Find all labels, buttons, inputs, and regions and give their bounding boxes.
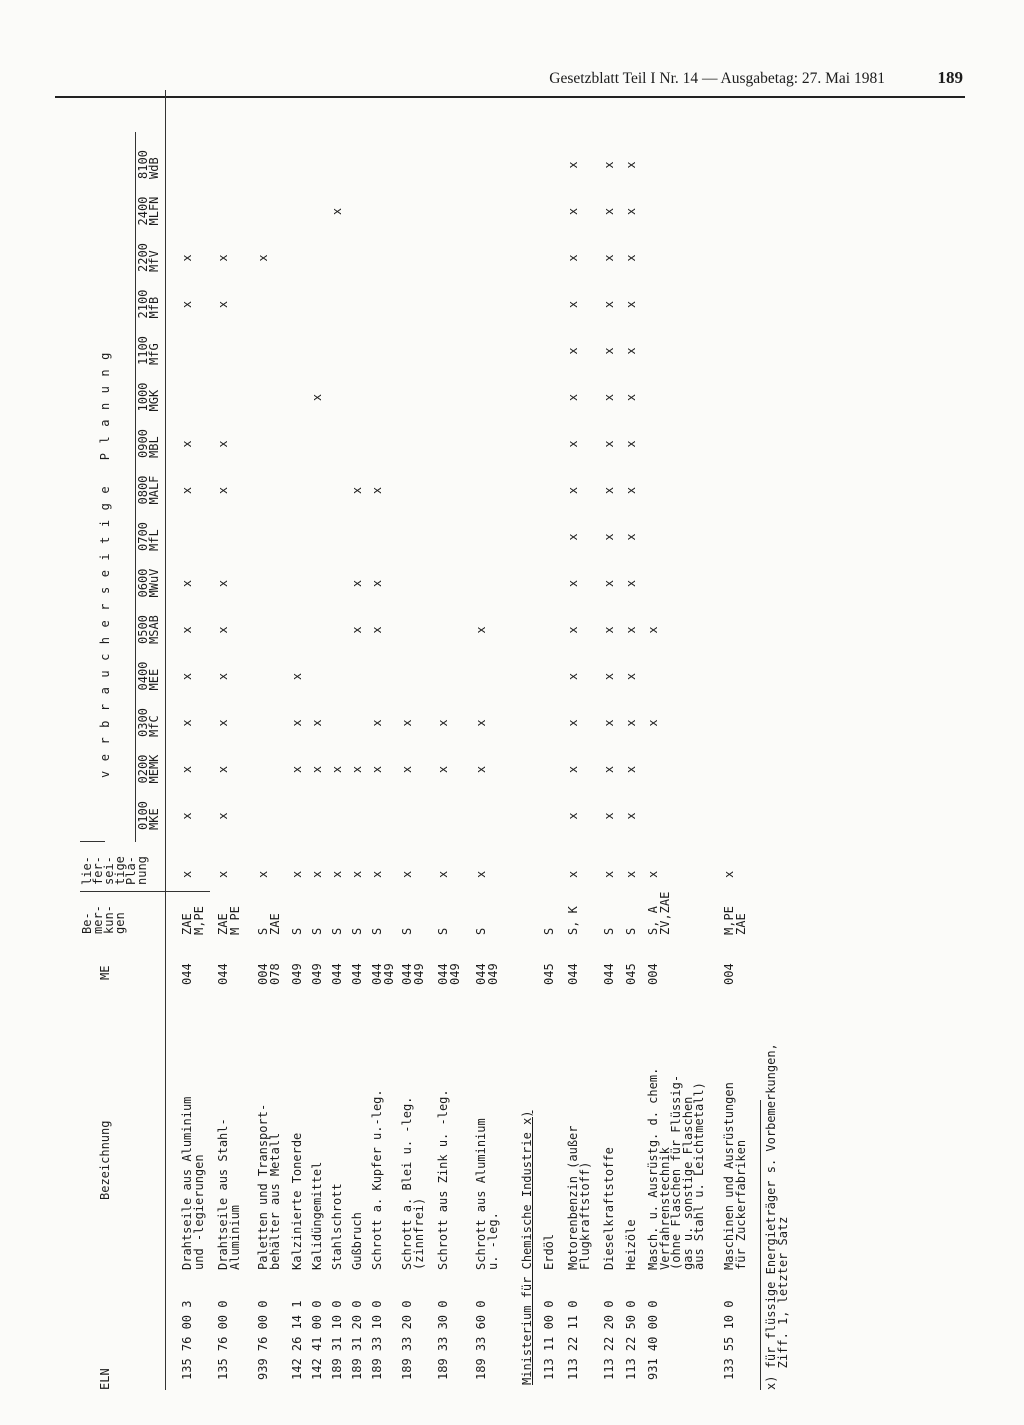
lieferseitige-cell: x (646, 870, 660, 878)
mark-x: x (646, 626, 660, 634)
eln-cell: 189 33 20 0 (400, 1300, 414, 1380)
page-header (55, 62, 965, 98)
bemerkungen-cell: S, K (566, 906, 580, 935)
bezeichnung-cell: Gußbruch (350, 1212, 364, 1270)
mark-x: x (216, 579, 230, 588)
footnote: x) für flüssige Energieträger s. Vorbemerkungen, Ziff. 1, letzter Satz (764, 1043, 790, 1390)
mark-x: x (180, 626, 194, 634)
mark-x: x (180, 812, 194, 820)
mark-x: x (310, 393, 324, 402)
col-head-0700: 0700 MfL (136, 522, 161, 551)
mark-x: x (602, 719, 616, 727)
mark-x: x (216, 254, 230, 262)
mark-x: x (602, 440, 616, 448)
mark-x: x (624, 672, 638, 681)
mark-x: x (624, 440, 638, 448)
eln-cell: 135 76 00 0 (216, 1300, 230, 1380)
mark-x: x (216, 672, 230, 681)
eln-cell: 189 33 30 0 (436, 1300, 450, 1380)
mark-x: x (602, 254, 616, 262)
mark-x: x (256, 254, 270, 262)
eln-cell: 189 31 10 0 (330, 1300, 344, 1380)
me-cell: 044 (566, 963, 580, 985)
bezeichnung-cell: Dieselkraftstoffe (602, 1147, 616, 1270)
mark-x: x (624, 812, 638, 820)
lieferseitige-cell: x (290, 870, 304, 878)
col-head-lieferseitige: lie- fer- sei- tige Pla- nung (80, 856, 149, 885)
bezeichnung-cell: Drahtseile aus Aluminium und -legierungen (180, 1096, 206, 1270)
mark-x: x (624, 579, 638, 588)
mark-x: x (566, 207, 580, 216)
mark-x: x (370, 719, 384, 727)
lieferseitige-cell: x (436, 870, 450, 878)
col-head-verbraucherseitige: verbraucherseitige Planung (98, 343, 112, 778)
me-cell: 045 (624, 963, 638, 985)
mark-x: x (216, 486, 230, 495)
lieferseitige-cell: x (180, 870, 194, 878)
me-cell: 044 (180, 963, 194, 985)
mark-x: x (566, 254, 580, 262)
bezeichnung-cell: Schrott aus Zink u. -leg. (436, 1089, 450, 1270)
mark-x: x (566, 300, 580, 309)
col-head-1100: 1100 MfG (136, 336, 161, 365)
mark-x: x (624, 719, 638, 727)
bemerkungen-cell: S (624, 927, 638, 935)
eln-cell: 133 55 10 0 (722, 1300, 736, 1380)
bemerkungen-cell: S ZAE (256, 913, 282, 935)
mark-x: x (602, 812, 616, 820)
lieferseitige-cell: x (566, 870, 580, 878)
mark-x: x (566, 393, 580, 402)
eln-cell: 189 33 10 0 (370, 1300, 384, 1380)
lieferseitige-cell: x (256, 870, 270, 878)
eln-cell: 113 11 00 0 (542, 1300, 556, 1380)
mark-x: x (602, 672, 616, 681)
me-cell: 044 049 (436, 963, 462, 985)
col-head-0900: 0900 MBL (136, 429, 161, 458)
mark-x: x (624, 254, 638, 262)
mark-x: x (624, 300, 638, 309)
mark-x: x (330, 207, 344, 216)
col-head-me: ME (98, 965, 112, 980)
me-cell: 004 078 (256, 963, 282, 985)
bezeichnung-cell: Maschinen und Ausrüstungen für Zuckerfabriken (722, 1082, 748, 1270)
page-number: 189 (937, 68, 963, 87)
bemerkungen-cell: S (474, 927, 488, 935)
me-cell: 004 (722, 963, 736, 985)
mark-x: x (180, 486, 194, 495)
mark-x: x (350, 579, 364, 588)
col-head-1000: 1000 MGK (136, 382, 161, 412)
col-head-0100: 0100 MKE (136, 801, 161, 830)
mark-x: x (624, 626, 638, 634)
mark-x: x (370, 626, 384, 634)
lieferseitige-cell: x (722, 870, 736, 878)
mark-x: x (624, 486, 638, 495)
mark-x: x (624, 207, 638, 216)
bemerkungen-cell: S (310, 927, 324, 935)
eln-cell: 142 26 14 1 (290, 1300, 304, 1380)
col-head-0600: 0600 MWuV (136, 568, 161, 598)
col-head-2200: 2200 MfV (136, 243, 161, 272)
lieferseitige-cell: x (370, 870, 384, 878)
lieferseitige-cell: x (330, 870, 344, 878)
bezeichnung-cell: Drahtseile aus Stahl- Aluminium (216, 1118, 242, 1270)
mark-x: x (624, 393, 638, 402)
mark-x: x (370, 765, 384, 774)
bezeichnung-cell: Motorenbenzin (außer Flugkraftstoff) (566, 1125, 592, 1270)
mark-x: x (216, 719, 230, 727)
mark-x: x (602, 161, 616, 169)
lieferseitige-cell: x (310, 870, 324, 878)
me-cell: 049 (310, 963, 324, 985)
mark-x: x (330, 765, 344, 774)
header-separator (80, 841, 105, 842)
bemerkungen-cell: S (542, 927, 556, 935)
bezeichnung-cell: Schrott a. Kupfer u.-leg. (370, 1089, 384, 1270)
mark-x: x (566, 672, 580, 681)
col-head-0500: 0500 MSAB (136, 615, 161, 644)
mark-x: x (400, 765, 414, 774)
mark-x: x (602, 347, 616, 355)
col-head-2100: 2100 MfB (136, 289, 161, 319)
mark-x: x (350, 486, 364, 495)
col-head-bezeichnung: Bezeichnung (98, 1120, 112, 1200)
me-cell: 049 (290, 963, 304, 985)
bemerkungen-cell: S (350, 927, 364, 935)
mark-x: x (566, 719, 580, 727)
header-bottom-rule (165, 90, 166, 1390)
col-head-0400: 0400 MEE (136, 661, 161, 691)
mark-x: x (474, 719, 488, 727)
mark-x: x (180, 765, 194, 774)
bemerkungen-cell: ZAE M,PE (180, 906, 206, 935)
mark-x: x (290, 719, 304, 727)
col-head-0800: 0800 MALF (136, 475, 161, 505)
mark-x: x (566, 440, 580, 448)
me-cell: 044 049 (370, 963, 396, 985)
me-cell: 045 (542, 963, 556, 985)
footnote-rule (760, 1100, 761, 1390)
mark-x: x (602, 300, 616, 309)
mark-x: x (474, 626, 488, 634)
col-head-0300: 0300 MfC (136, 708, 161, 737)
eln-cell: 113 22 20 0 (602, 1300, 616, 1380)
section-title-chemische-industrie: Ministerium für Chemische Industrie x) (520, 1110, 534, 1385)
header-separator (80, 891, 210, 892)
bemerkungen-cell: S (290, 927, 304, 935)
eln-cell: 135 76 00 3 (180, 1300, 194, 1380)
me-cell: 044 (330, 963, 344, 985)
mark-x: x (216, 765, 230, 774)
mark-x: x (436, 719, 450, 727)
me-cell: 004 (646, 963, 660, 985)
mark-x: x (602, 207, 616, 216)
bezeichnung-cell: Masch. u. Ausrüstg. d. chem. Verfahrenstechnik (ohne Flaschen für Flüssig- gas u. sonstige Flaschen aus Stahl u. Leichtmetall) (646, 1067, 706, 1270)
lieferseitige-cell: x (602, 870, 616, 878)
mark-x: x (602, 393, 616, 402)
lieferseitige-cell: x (350, 870, 364, 878)
mark-x: x (216, 626, 230, 634)
mark-x: x (310, 765, 324, 774)
eln-cell: 939 76 00 0 (256, 1300, 270, 1380)
me-cell: 044 (602, 963, 616, 985)
bezeichnung-cell: Erdöl (542, 1233, 556, 1270)
mark-x: x (624, 533, 638, 541)
mark-x: x (566, 812, 580, 820)
lieferseitige-cell: x (624, 870, 638, 878)
mark-x: x (310, 719, 324, 727)
me-cell: 044 (350, 963, 364, 985)
bezeichnung-cell: Stahlschrott (330, 1183, 344, 1270)
mark-x: x (602, 626, 616, 634)
bezeichnung-cell: Paletten und Transport- behälter aus Metall (256, 1103, 282, 1270)
lieferseitige-cell: x (474, 870, 488, 878)
bezeichnung-cell: Schrott aus Aluminium u. -leg. (474, 1118, 500, 1270)
bezeichnung-cell: Kalidüngemittel (310, 1161, 324, 1270)
mark-x: x (436, 765, 450, 774)
mark-x: x (566, 765, 580, 774)
mark-x: x (624, 347, 638, 355)
mark-x: x (566, 347, 580, 355)
mark-x: x (474, 765, 488, 774)
mark-x: x (290, 672, 304, 681)
mark-x: x (566, 486, 580, 495)
bemerkungen-cell: M,PE ZAE (722, 906, 748, 935)
mark-x: x (216, 812, 230, 820)
bemerkungen-cell: S (436, 927, 450, 935)
gazette-title: Gesetzblatt Teil I Nr. 14 — Ausgabetag: 27. Mai 1981 (549, 70, 885, 87)
mark-x: x (566, 579, 580, 588)
mark-x: x (350, 765, 364, 774)
mark-x: x (624, 765, 638, 774)
eln-cell: 113 22 11 0 (566, 1300, 580, 1380)
mark-x: x (180, 300, 194, 309)
mark-x: x (180, 719, 194, 727)
bezeichnung-cell: Kalzinierte Tonerde (290, 1132, 304, 1270)
bemerkungen-cell: S (370, 927, 384, 935)
mark-x: x (646, 719, 660, 727)
mark-x: x (180, 579, 194, 588)
bezeichnung-cell: Schrott a. Blei u. -leg. (zinnfrei) (400, 1096, 426, 1270)
col-head-8100: 8100 WdB (136, 150, 161, 179)
col-head-bemerkungen: Be- mer- kun- gen (80, 905, 127, 934)
mark-x: x (624, 161, 638, 169)
mark-x: x (602, 579, 616, 588)
mark-x: x (350, 626, 364, 634)
mark-x: x (370, 579, 384, 588)
eln-cell: 931 40 00 0 (646, 1300, 660, 1380)
mark-x: x (566, 161, 580, 169)
bezeichnung-cell: Heizöle (624, 1219, 638, 1270)
mark-x: x (400, 719, 414, 727)
eln-cell: 113 22 50 0 (624, 1300, 638, 1380)
me-cell: 044 (216, 963, 230, 985)
lieferseitige-cell: x (400, 870, 414, 878)
col-head-eln: ELN (98, 1368, 112, 1390)
mark-x: x (602, 765, 616, 774)
mark-x: x (602, 533, 616, 541)
bemerkungen-cell: S (400, 927, 414, 935)
eln-cell: 142 41 00 0 (310, 1300, 324, 1380)
mark-x: x (180, 672, 194, 681)
me-cell: 044 049 (400, 963, 426, 985)
mark-x: x (602, 486, 616, 495)
rotated-table (80, 130, 955, 1390)
mark-x: x (566, 626, 580, 634)
bemerkungen-cell: S (330, 927, 344, 935)
mark-x: x (180, 254, 194, 262)
mark-x: x (180, 440, 194, 448)
col-head-2400: 2400 MLFN (136, 196, 161, 226)
bemerkungen-cell: ZAE M PE (216, 906, 242, 935)
bemerkungen-cell: S (602, 927, 616, 935)
mark-x: x (216, 300, 230, 309)
mark-x: x (566, 533, 580, 541)
lieferseitige-cell: x (216, 870, 230, 878)
col-head-0200: 0200 MEMK (136, 754, 161, 784)
bemerkungen-cell: S, A ZV,ZAE (646, 891, 672, 935)
mark-x: x (290, 765, 304, 774)
eln-cell: 189 33 60 0 (474, 1300, 488, 1380)
mark-x: x (370, 486, 384, 495)
mark-x: x (216, 440, 230, 448)
me-cell: 044 049 (474, 963, 500, 985)
eln-cell: 189 31 20 0 (350, 1300, 364, 1380)
